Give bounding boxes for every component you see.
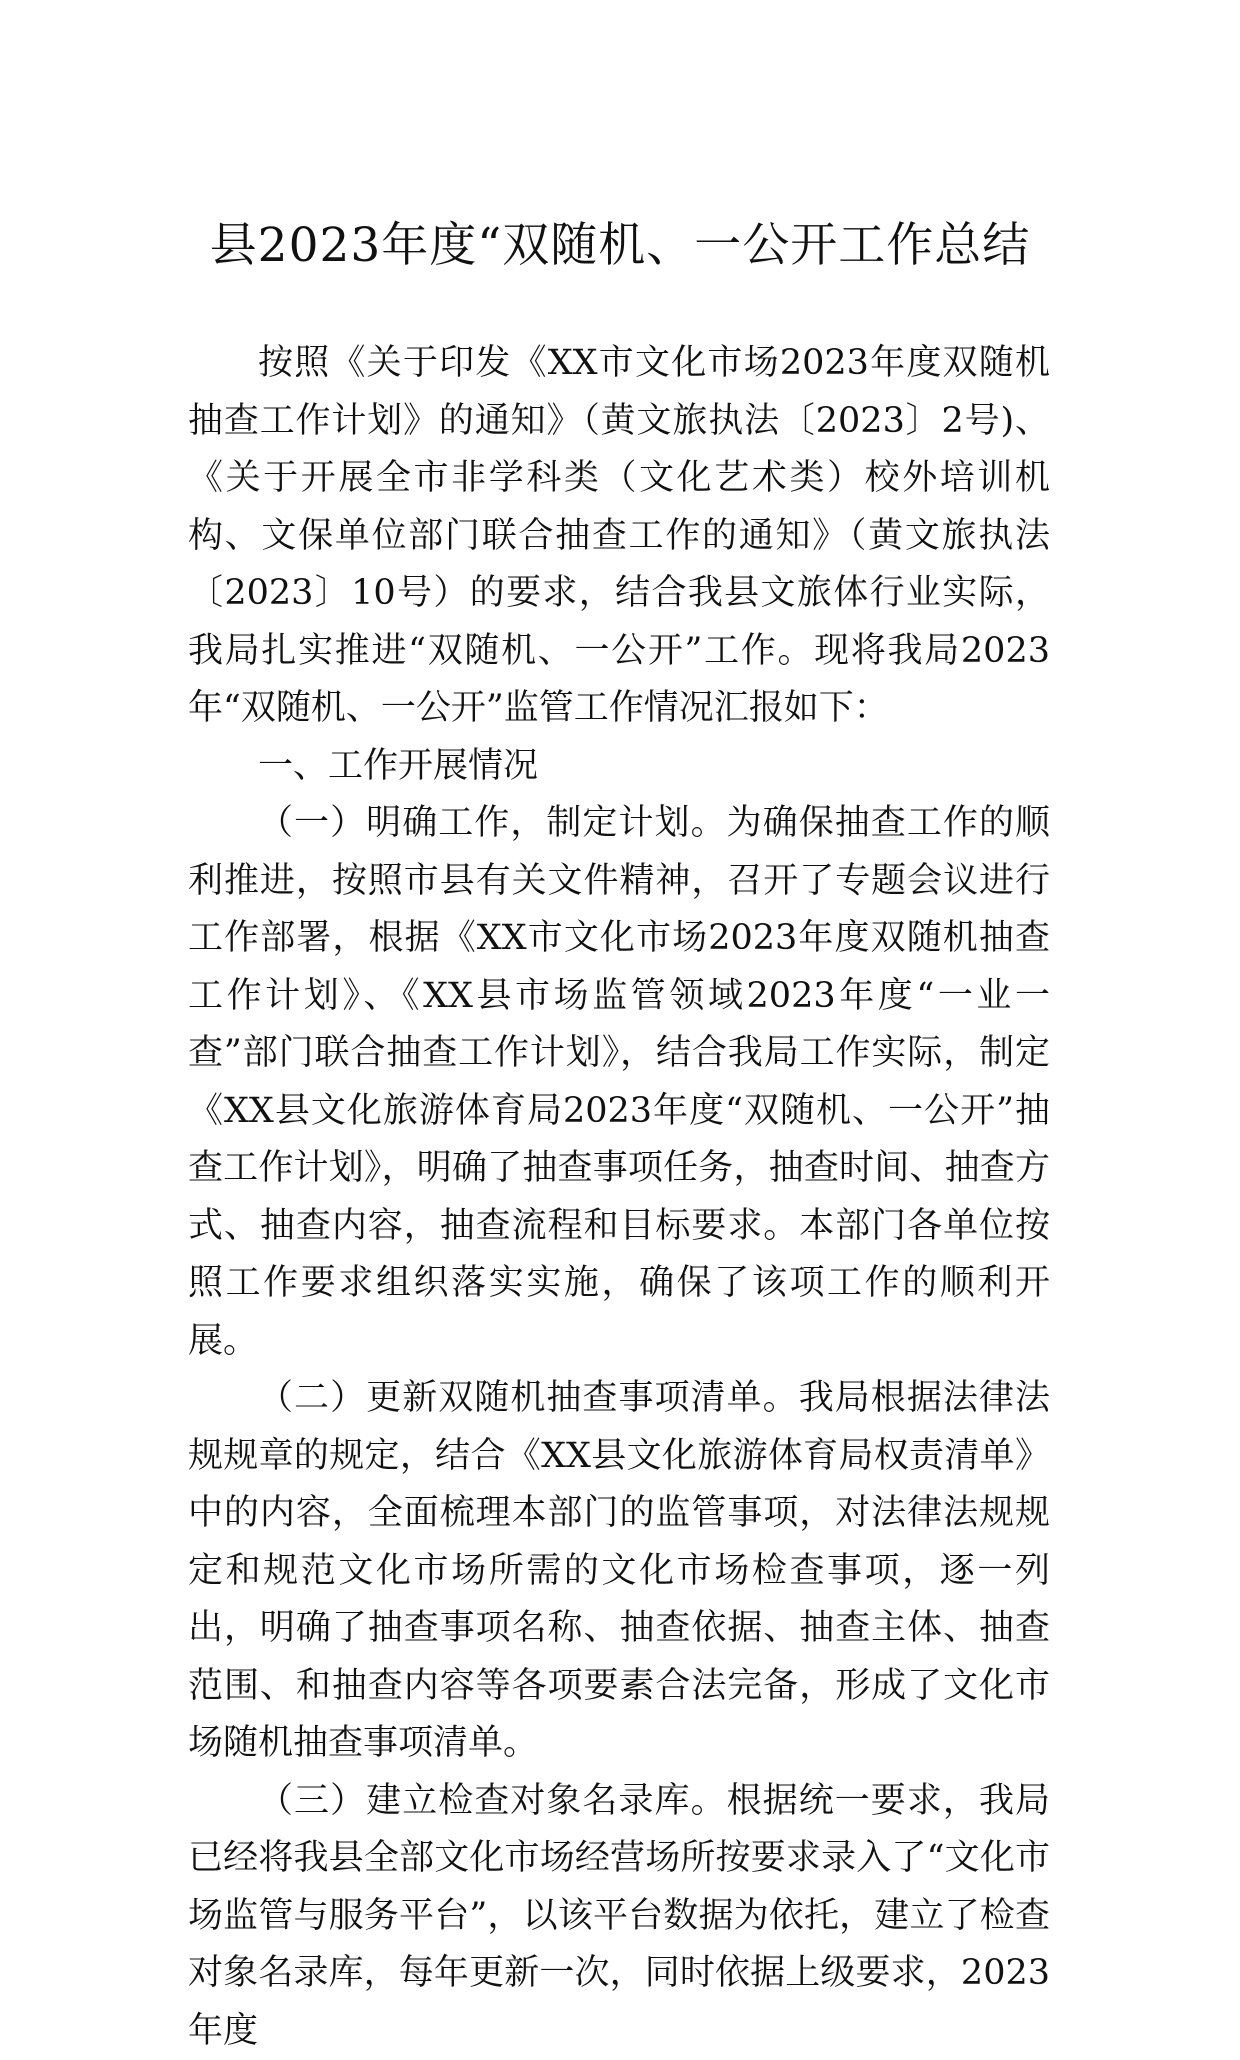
intro-paragraph: 按照《关于印发《XX市文化市场2023年度双随机抽查工作计划》的通知》（黄文旅执法〔2023〕2号)、《关于开展全市非学科类（文化艺术类）校外培训机构、文保单位部门联合抽查工作的通知》（黄文旅执法〔2023〕10号）的要求，结合我县文旅体行业实际，我局扎实推进“双随机、一公开”工作。现将我局2023年“双随机、一公开”监管工作情况汇报如下： [188, 335, 1050, 738]
document-body [188, 335, 1050, 2060]
item-paragraph-2: （二）更新双随机抽查事项清单。我局根据法律法规规章的规定，结合《XX县文化旅游体育局权责清单》中的内容，全面梳理本部门的监管事项，对法律法规规定和规范文化市场所需的文化市场检查事项，逐一列出，明确了抽查事项名称、抽查依据、抽查主体、抽查范围、和抽查内容等各项要素合法完备，形成了文化市场随机抽查事项清单。 [188, 1370, 1050, 1773]
item-paragraph-1: （一）明确工作，制定计划。为确保抽查工作的顺利推进，按照市县有关文件精神，召开了专题会议进行工作部署，根据《XX市文化市场2023年度双随机抽查工作计划》、《XX县市场监管领域2023年度“一业一查”部门联合抽查工作计划》，结合我局工作实际，制定《XX县文化旅游体育局2023年度“双随机、一公开”抽查工作计划》，明确了抽查事项任务，抽查时间、抽查方式、抽查内容，抽查流程和目标要求。本部门各单位按照工作要求组织落实实施，确保了该项工作的顺利开展。 [188, 795, 1050, 1370]
item-paragraph-3: （三）建立检查对象名录库。根据统一要求，我局已经将我县全部文化市场经营场所按要求录入了“文化市场监管与服务平台”，以该平台数据为依托，建立了检查对象名录库，每年更新一次，同时依据上级要求，2023年度 [188, 1773, 1050, 2060]
document-title: 县2023年度“双随机、一公开工作总结 [0, 212, 1240, 280]
section-heading: 一、工作开展情况 [188, 738, 1050, 796]
